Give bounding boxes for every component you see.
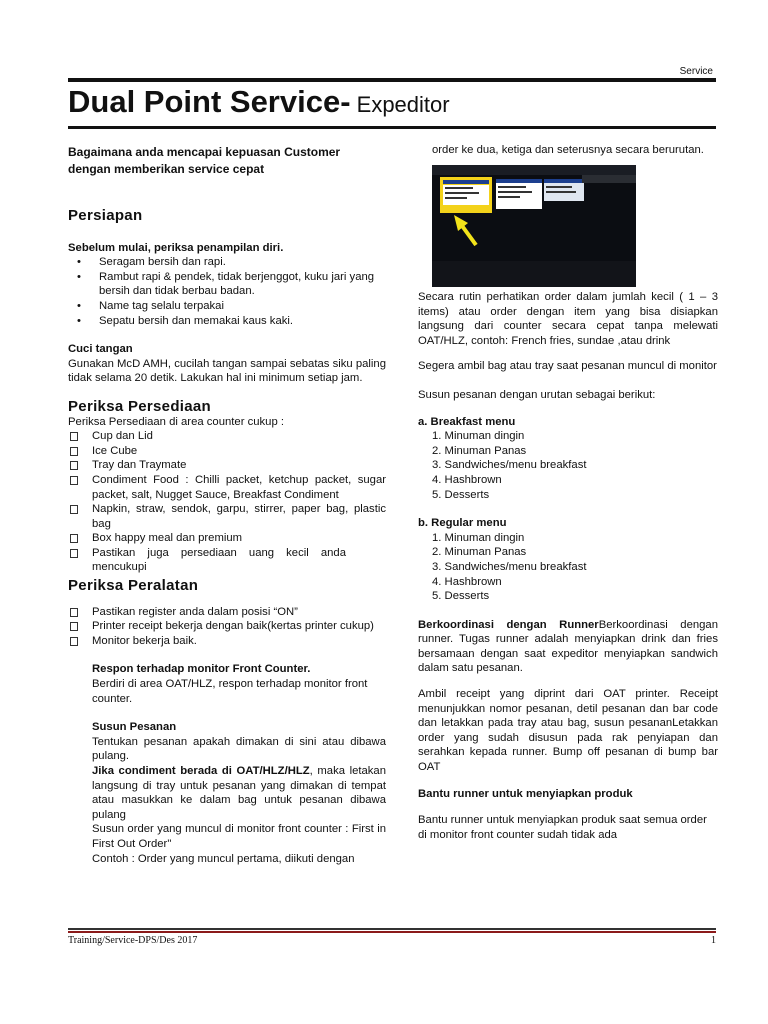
- footer-accent-rule: [68, 931, 716, 933]
- paragraph-runner: Berkoordinasi dengan RunnerBerkoordinasi dengan runner. Tugas runner adalah menyiapkan drink dan fries bersamaan dengan saat expeditor menyiapkan sandwich dalam satu pesanan.: [418, 618, 718, 675]
- monitor-photo: [432, 165, 636, 287]
- heading-persiapan: Persiapan: [68, 207, 143, 224]
- left-column: [68, 144, 386, 866]
- persediaan-intro: Periksa Persediaan di area counter cukup :: [68, 415, 285, 428]
- page-number: 1: [711, 935, 716, 946]
- checkbox-icon: [70, 461, 78, 470]
- top-rule: [68, 78, 716, 82]
- list-item: • Name tag selalu terpakai: [68, 299, 386, 314]
- title-sub: Expeditor: [350, 92, 450, 117]
- paragraph-rutin: Secara rutin perhatikan order dalam jumlah kecil ( 1 – 3 items) atau order dengan item yang bisa disiapkan langsung dari counter secara cepat tanpa melewati OAT/HLZ, contoh: French fries, sundae ,atau drink: [418, 291, 718, 347]
- page-title: [68, 84, 450, 120]
- right-column: [418, 290, 718, 842]
- list-item: Napkin, straw, sendok, garpu, stirrer, paper bag, plastic bag: [68, 502, 386, 531]
- list-item: Cup dan Lid: [68, 429, 386, 444]
- list-item: Pastikan register anda dalam posisi “ON”: [68, 605, 386, 620]
- cuci-tangan-text: Gunakan McD AMH, cucilah tangan sampai sebatas siku paling tidak selama 20 detik. Lakukan hal ini minimum setiap jam.: [68, 357, 386, 385]
- list-item: 1. Minuman dingin: [432, 430, 525, 443]
- heading-cuci-tangan: Cuci tangan: [68, 343, 133, 356]
- checkbox-icon: [70, 622, 78, 631]
- heading-susun: Susun Pesanan: [92, 721, 177, 734]
- list-item: Box happy meal dan premium: [68, 531, 386, 546]
- heading-respon: Respon terhadap monitor Front Counter.: [92, 663, 311, 676]
- footer-text: Training/Service-DPS/Des 2017: [68, 935, 198, 946]
- respon-block: [68, 662, 386, 866]
- list-item: 5. Desserts: [432, 488, 490, 501]
- lead-text: Bagaimana anda mencapai kepuasan Customer dengan memberikan service cepat: [68, 145, 341, 176]
- checkbox-icon: [70, 505, 78, 514]
- list-item: 3. Sandwiches/menu breakfast: [432, 459, 587, 472]
- list-item: • Rambut rapi & pendek, tidak berjenggot, kuku jari yang bersih dan tidak berbau badan.: [68, 270, 386, 299]
- list-item: Ice Cube: [68, 444, 386, 459]
- checkbox-icon: [70, 432, 78, 441]
- susun-text-2: Jika condiment berada di OAT/HLZ/HLZ, maka letakan langsung di tray untuk pesanan yang dimakan di tempat atau masukkan ke dalam bag untuk pesanan dibawa pulang: [92, 765, 386, 821]
- checkbox-icon: [70, 534, 78, 543]
- persiapan-list: [68, 255, 386, 328]
- list-item: 2. Minuman Panas: [432, 546, 527, 559]
- paragraph-bag: Segera ambil bag atau tray saat pesanan muncul di monitor: [418, 360, 717, 373]
- checkbox-icon: [70, 447, 78, 456]
- header-label: Service: [679, 66, 713, 77]
- respon-text: Berdiri di area OAT/HLZ, respon terhadap monitor front counter.: [92, 678, 368, 705]
- list-item: • Seragam bersih dan rapi.: [68, 255, 386, 270]
- checkbox-icon: [70, 476, 78, 485]
- list-item: Tray dan Traymate: [68, 458, 386, 473]
- list-item: Pastikan juga persediaan uang kecil anda mencukupi: [68, 546, 386, 575]
- heading-breakfast: a. Breakfast menu: [418, 415, 516, 428]
- list-item: Condiment Food : Chilli packet, ketchup packet, sugar packet, salt, Nugget Sauce, Breakfast Condiment: [68, 473, 386, 502]
- checkbox-icon: [70, 608, 78, 617]
- persediaan-list: [68, 429, 386, 575]
- footer-rule: [68, 928, 716, 930]
- susun-text-4: Contoh : Order yang muncul pertama, diikuti dengan: [92, 852, 355, 865]
- paragraph-bantu: Bantu runner untuk menyiapkan produk saat semua order di monitor front counter sudah tidak ada: [418, 814, 707, 841]
- title-main: Dual Point Service-: [68, 84, 351, 119]
- regular-list: [418, 531, 718, 604]
- title-rule: [68, 126, 716, 129]
- heading-regular: b. Regular menu: [418, 517, 507, 530]
- list-item: 1. Minuman dingin: [432, 531, 525, 544]
- paragraph-receipt: Ambil receipt yang diprint dari OAT printer. Receipt menunjukkan nomor pesanan, detil pesanan dan bar code dan letakkan pada tray atau bag, susun pesananLetakkan order yang sudah disusun pada rak penyiapan dan serahkan kepada runner. Bump off pesanan di bump bar OAT: [418, 688, 718, 774]
- monitor-screen-icon: [432, 165, 636, 287]
- breakfast-list: [418, 429, 718, 502]
- continuation-text: order ke dua, ketiga dan seterusnya secara berurutan.: [432, 144, 704, 156]
- persiapan-intro: Sebelum mulai, periksa penampilan diri.: [68, 241, 284, 254]
- heading-bantu: Bantu runner untuk menyiapkan produk: [418, 787, 633, 800]
- list-item: • Sepatu bersih dan memakai kaus kaki.: [68, 314, 386, 329]
- peralatan-list: [68, 605, 386, 649]
- paragraph-susun: Susun pesanan dengan urutan sebagai berikut:: [418, 388, 656, 401]
- list-item: 3. Sandwiches/menu breakfast: [432, 560, 587, 573]
- list-item: 4. Hashbrown: [432, 575, 502, 588]
- list-item: Printer receipt bekerja dengan baik(kertas printer cukup): [68, 619, 386, 634]
- list-item: 4. Hashbrown: [432, 473, 502, 486]
- heading-persediaan: Periksa Persediaan: [68, 397, 211, 415]
- heading-peralatan: Periksa Peralatan: [68, 577, 199, 595]
- list-item: 2. Minuman Panas: [432, 444, 527, 457]
- susun-text-1: Tentukan pesanan apakah dimakan di sini atau dibawa pulang.: [92, 735, 386, 763]
- susun-text-3: Susun order yang muncul di monitor front counter : First in First Out Order": [92, 823, 386, 850]
- checkbox-icon: [70, 549, 78, 558]
- list-item: Monitor bekerja baik.: [68, 634, 386, 649]
- checkbox-icon: [70, 637, 78, 646]
- list-item: 5. Desserts: [432, 590, 490, 603]
